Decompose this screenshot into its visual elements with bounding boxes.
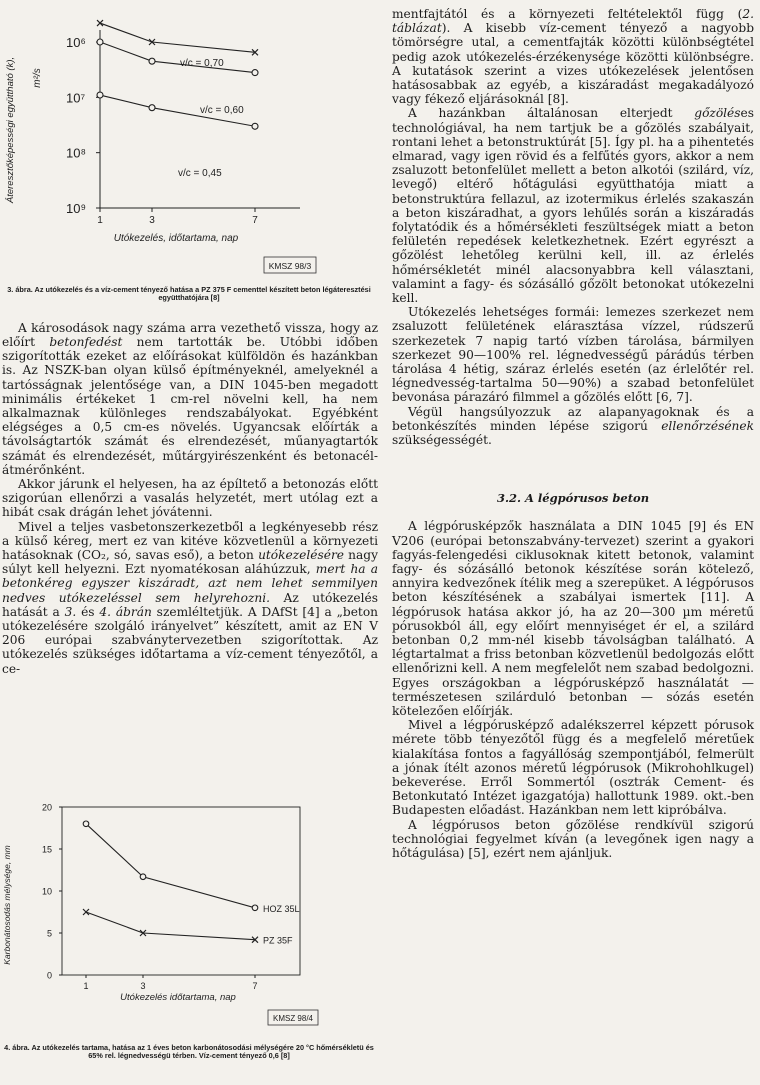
emphasis-text: utókezelésére	[258, 548, 344, 563]
figure-4-caption: 4. ábra. Az utókezelés tartama, hatása az 1 éves beton karbonátosodási mélységére 20 °C hőmérsékletü és 65% rel. légnedvességü térben. Víz-cement tényező 0,6 [8]	[4, 1043, 374, 1061]
right-body-text-top	[392, 0, 754, 447]
figure-4-series-label: HOZ 35L	[263, 903, 300, 914]
figure-4-frame	[62, 807, 300, 975]
text-run: A hazánkban általánosan elterjedt	[408, 106, 695, 121]
figure-4-point	[83, 909, 89, 915]
figure-4-y-tick-label: 15	[41, 844, 52, 855]
figure-3-x-tick-label: 7	[252, 215, 258, 226]
figure-4-series-label: PZ 35F	[263, 935, 293, 946]
text-run: nem tartották be. Utóbbi időben szigorították ezeket az előírásokat külföldön és hazánkban is. Az NSZK-ban olyan külső építményeknél, amelyeknél a tartósságnak jelentősége van, a DIN 1045-ben megadott minimális értékeket 1 cm-rel növelni kell, ha nem alkalmaznak különleges rendszabályokat. Egyébként elégséges a 0,5 cm-es növelés. Ugyancsak előírták a távolságtartók számát és elrendezését, műanyagtartók számát és elrendezését, műtárgyirészenként és betonacél-átmérőnként.	[2, 335, 378, 477]
figure-4-y-tick-label: 10	[41, 886, 52, 897]
emphasis-text: mert ha a betonkéreg egyszer kiszáradt, azt nem lehet semmilyen nedves utókezeléssel sem helyrehozni.	[2, 562, 379, 605]
left-body-text	[0, 321, 380, 676]
figure-3-series-label: v/c = 0,45	[178, 168, 222, 179]
figure-3	[0, 0, 380, 303]
text-run: es technológiával, ha nem tartjuk be a gőzölés szabályait, rontani lehet a betonstruktúrát [5]. Így pl. ha a pihentetés elmarad, vagy igen rövid és a felfűtés gyors, akkor a nem zsaluzott betonfelület mellett a beton alkotói (szilárd, víz, levegő) eltérő hőtágulási együtthatója miatt a betonstruktúra fellazul, az izotermikus érlelés szakaszán a beton kiszáradhat, a gyors lehűlés során a kiszáradás folytatódik és a hőmérsékleti feszültségek miatt a beton felületén repedések keletkezhetnek. Ezért egyrészt a gőzölést lehetőleg kerülni kell, ill. az érlelés hőmérsékletét minél alacsonyabbra kell választani, valamint a fagy- és sózásálló gőzölt betonokat utókezelni kell.	[392, 106, 754, 306]
figure-4-ylabel: Karbonátosodás mélysége, mm	[2, 845, 12, 965]
figure-3-x-tick-label: 3	[149, 215, 155, 226]
text-run: ). A kisebb víz-cement tényező a nagyobb tömörségre utal, a cementfajták közötti különbségtétel pedig azok utókezelés-érzékenysége közötti különbségre. A kutatások szerint a vizes utókezelések jelentősen hatásosabbak az egyéb, a kiszáradást megakadályozó vagy fékező eljárásoknál [8].	[392, 21, 754, 107]
figure-3-xlabel: Utókezelés, időtartama, nap	[113, 233, 239, 244]
text-run: szemléltetjük. A DAfSt [4] a „beton utókezelésére szolgáló irányelvet” készített, amit az EN V 206 európai szabványtervezetben szigorítottak. Az utókezelés szükséges időtartama a víz-cement tényezőtől, a ce-	[2, 604, 379, 676]
figure-3-y-tick-label: 10⁹	[66, 201, 87, 216]
figure-4-y-tick-label: 5	[46, 928, 52, 939]
paragraph	[392, 305, 754, 404]
emphasis-text: 2. táblázat	[392, 7, 754, 36]
paragraph	[392, 519, 754, 718]
text-run: Mivel a teljes vasbetonszerkezetből a legkényesebb rész a külső kéreg, mert ez van kitéve közvetlenül a környezeti hatásoknak (CO₂, só, savas eső), a beton	[2, 519, 378, 563]
figure-3-point	[149, 105, 155, 111]
text-run: A légpórusképzők használata a DIN 1045 [9] és EN V206 (európai betonszabvány-tervezet) szerint a gyakori fagyás-felengedési ciklusoknak kitett betonok, valamint fagy- és sózásálló betonok készítése során kötelező, annyira kedvezőnek ítélik meg a szerepüket. A légpórusos beton készítésének a szabályai ismertek [11]. A légpórusok hatása akkor jó, ha az 20—300 µm méretű pórusokból áll, egy előírt mennyiséget ér el, a szilárd betonban 0,2 mm-nél kisebb távolságban található. A légtartalmat a friss betonban közvetlenül bedolgozás előtt ellenőrizni kell. A nem megfelelőt nem szabad bedolgozni. Egyes országokban a légpórusképző használatát — természetesen szilárduló betonban — sózás esetén kötelezően előírják.	[392, 519, 754, 718]
text-run: mentfajtától és a környezeti feltételektől függ (	[392, 7, 743, 21]
figure-3-point	[252, 123, 258, 129]
figure-3-chart	[0, 0, 378, 282]
figure-4-x-tick-label: 1	[83, 981, 89, 991]
figure-3-point	[97, 92, 103, 98]
paragraph	[0, 520, 380, 676]
figure-4-point	[83, 821, 89, 827]
emphasis-text: 3.	[64, 604, 77, 619]
paragraph	[392, 106, 754, 305]
figure-3-y-tick-label: 10⁷	[66, 90, 86, 106]
figure-3-series-line	[100, 42, 255, 73]
figure-4-y-tick-label: 0	[46, 970, 52, 981]
figure-4-point	[252, 905, 258, 911]
text-run: szükségességét.	[392, 433, 492, 448]
figure-3-x-tick-label: 1	[97, 215, 103, 226]
paragraph	[392, 405, 754, 448]
figure-3-series-label: v/c = 0,60	[200, 105, 244, 116]
figure-4	[0, 795, 380, 1061]
figure-4-series-line	[86, 912, 255, 940]
figure-3-caption: 3. ábra. Az utókezelés és a víz-cement tényező hatása a PZ 375 F cementtel készített beton légáteresztési együtthatójára [8]	[7, 285, 371, 303]
figure-4-chart	[0, 795, 378, 1040]
figure-4-y-tick-label: 20	[41, 802, 52, 813]
paragraph	[0, 477, 380, 520]
emphasis-text: betonfedést	[49, 335, 123, 350]
figure-3-point	[97, 39, 103, 45]
figure-4-stamp: KMSZ 98/4	[272, 1014, 314, 1023]
text-run: és	[76, 604, 100, 619]
text-run: nagy súlyt kell helyezni. Ezt nyomatékosan aláhúzzuk,	[2, 548, 378, 577]
figure-3-ylabel: Áteresztőképességi együttható (k),	[5, 56, 16, 204]
figure-4-point	[140, 874, 146, 880]
right-column	[392, 0, 754, 860]
text-run: Mivel a légpórusképző adalékszerrel képzett pórusok mérete több tényezőtől függ és a megfelelő méretűek kialakítása fontos a fagyállóság szempontjából, felmerült a jónak ítélt azonos méretű légpórusok (Mikrohohlkugel) bekeverése. Erről Sommertól (osztrák Cement- és Betonkutató Intézet igazgatója) hallottunk 1989. okt.-ben Budapesten előadást. Hazánkban nem lett kipróbálva.	[392, 718, 754, 818]
figure-3-point	[97, 20, 103, 26]
figure-3-yunit: m²/s	[32, 68, 43, 88]
figure-3-y-tick-label: 10⁸	[66, 145, 86, 161]
figure-4-xlabel: Utókezelés időtartama, nap	[120, 992, 236, 1003]
paragraph	[392, 7, 754, 106]
section-heading: 3.2. A légpórusos beton	[496, 491, 650, 506]
paragraph	[0, 321, 380, 477]
emphasis-text: 4. ábrán	[99, 604, 152, 619]
figure-3-point	[252, 70, 258, 76]
figure-3-series-line	[100, 23, 255, 52]
text-run: Utókezelés lehetséges formái: lemezes szerkezet nem zsaluzott felületének elárasztása vízzel, rúdszerű szerkezetek 7 napig tartó vízben tárolása, bármilyen szerkezet 90—100% rel. légnedvességű párádús térben tárolása 4 hétig, száraz érlelés esetén (az érlelőtér rel. légnedvesség-tartalma 50—90%) a szabad betonfelület bevonása párazáró filmmel a gőzölés előtt [6, 7].	[392, 305, 754, 405]
emphasis-text: gőzölés	[694, 106, 741, 121]
text-run: Akkor járunk el helyesen, ha az épíltető a betonozás előtt szigorúan ellenőrzi a vasalás helyzetét, mert utólag ezt a hibát csak drágán lehet jóvátenni.	[2, 477, 378, 520]
paragraph	[392, 818, 754, 861]
text-run: A légpórusos beton gőzölése rendkívül szigorú technológiai fegyelmet kíván (a levegőnek igen nagy a hőtágulása) [5], ezért nem ajánljuk.	[392, 817, 754, 860]
figure-3-point	[149, 58, 155, 64]
figure-3-series-label: v/c = 0,70	[180, 58, 224, 69]
text-run: Végül hangsúlyozzuk az alapanyagoknak és a betonkészítés minden lépése szigorú	[392, 404, 754, 433]
left-column	[0, 0, 380, 1061]
figure-3-y-tick-label: 10⁶	[66, 35, 86, 50]
figure-4-series-line	[86, 824, 255, 908]
paragraph	[392, 718, 754, 817]
figure-4-x-tick-label: 3	[140, 981, 146, 991]
emphasis-text: ellenőrzésének	[661, 418, 754, 433]
text-run: A károsodások nagy száma arra vezethető vissza, hogy az előírt	[2, 320, 378, 350]
text-run: Az utókezelés hatását a	[2, 590, 378, 619]
right-body-text-bottom	[392, 519, 754, 860]
figure-3-stamp: KMSZ 98/3	[268, 261, 312, 271]
figure-4-x-tick-label: 7	[252, 981, 258, 991]
